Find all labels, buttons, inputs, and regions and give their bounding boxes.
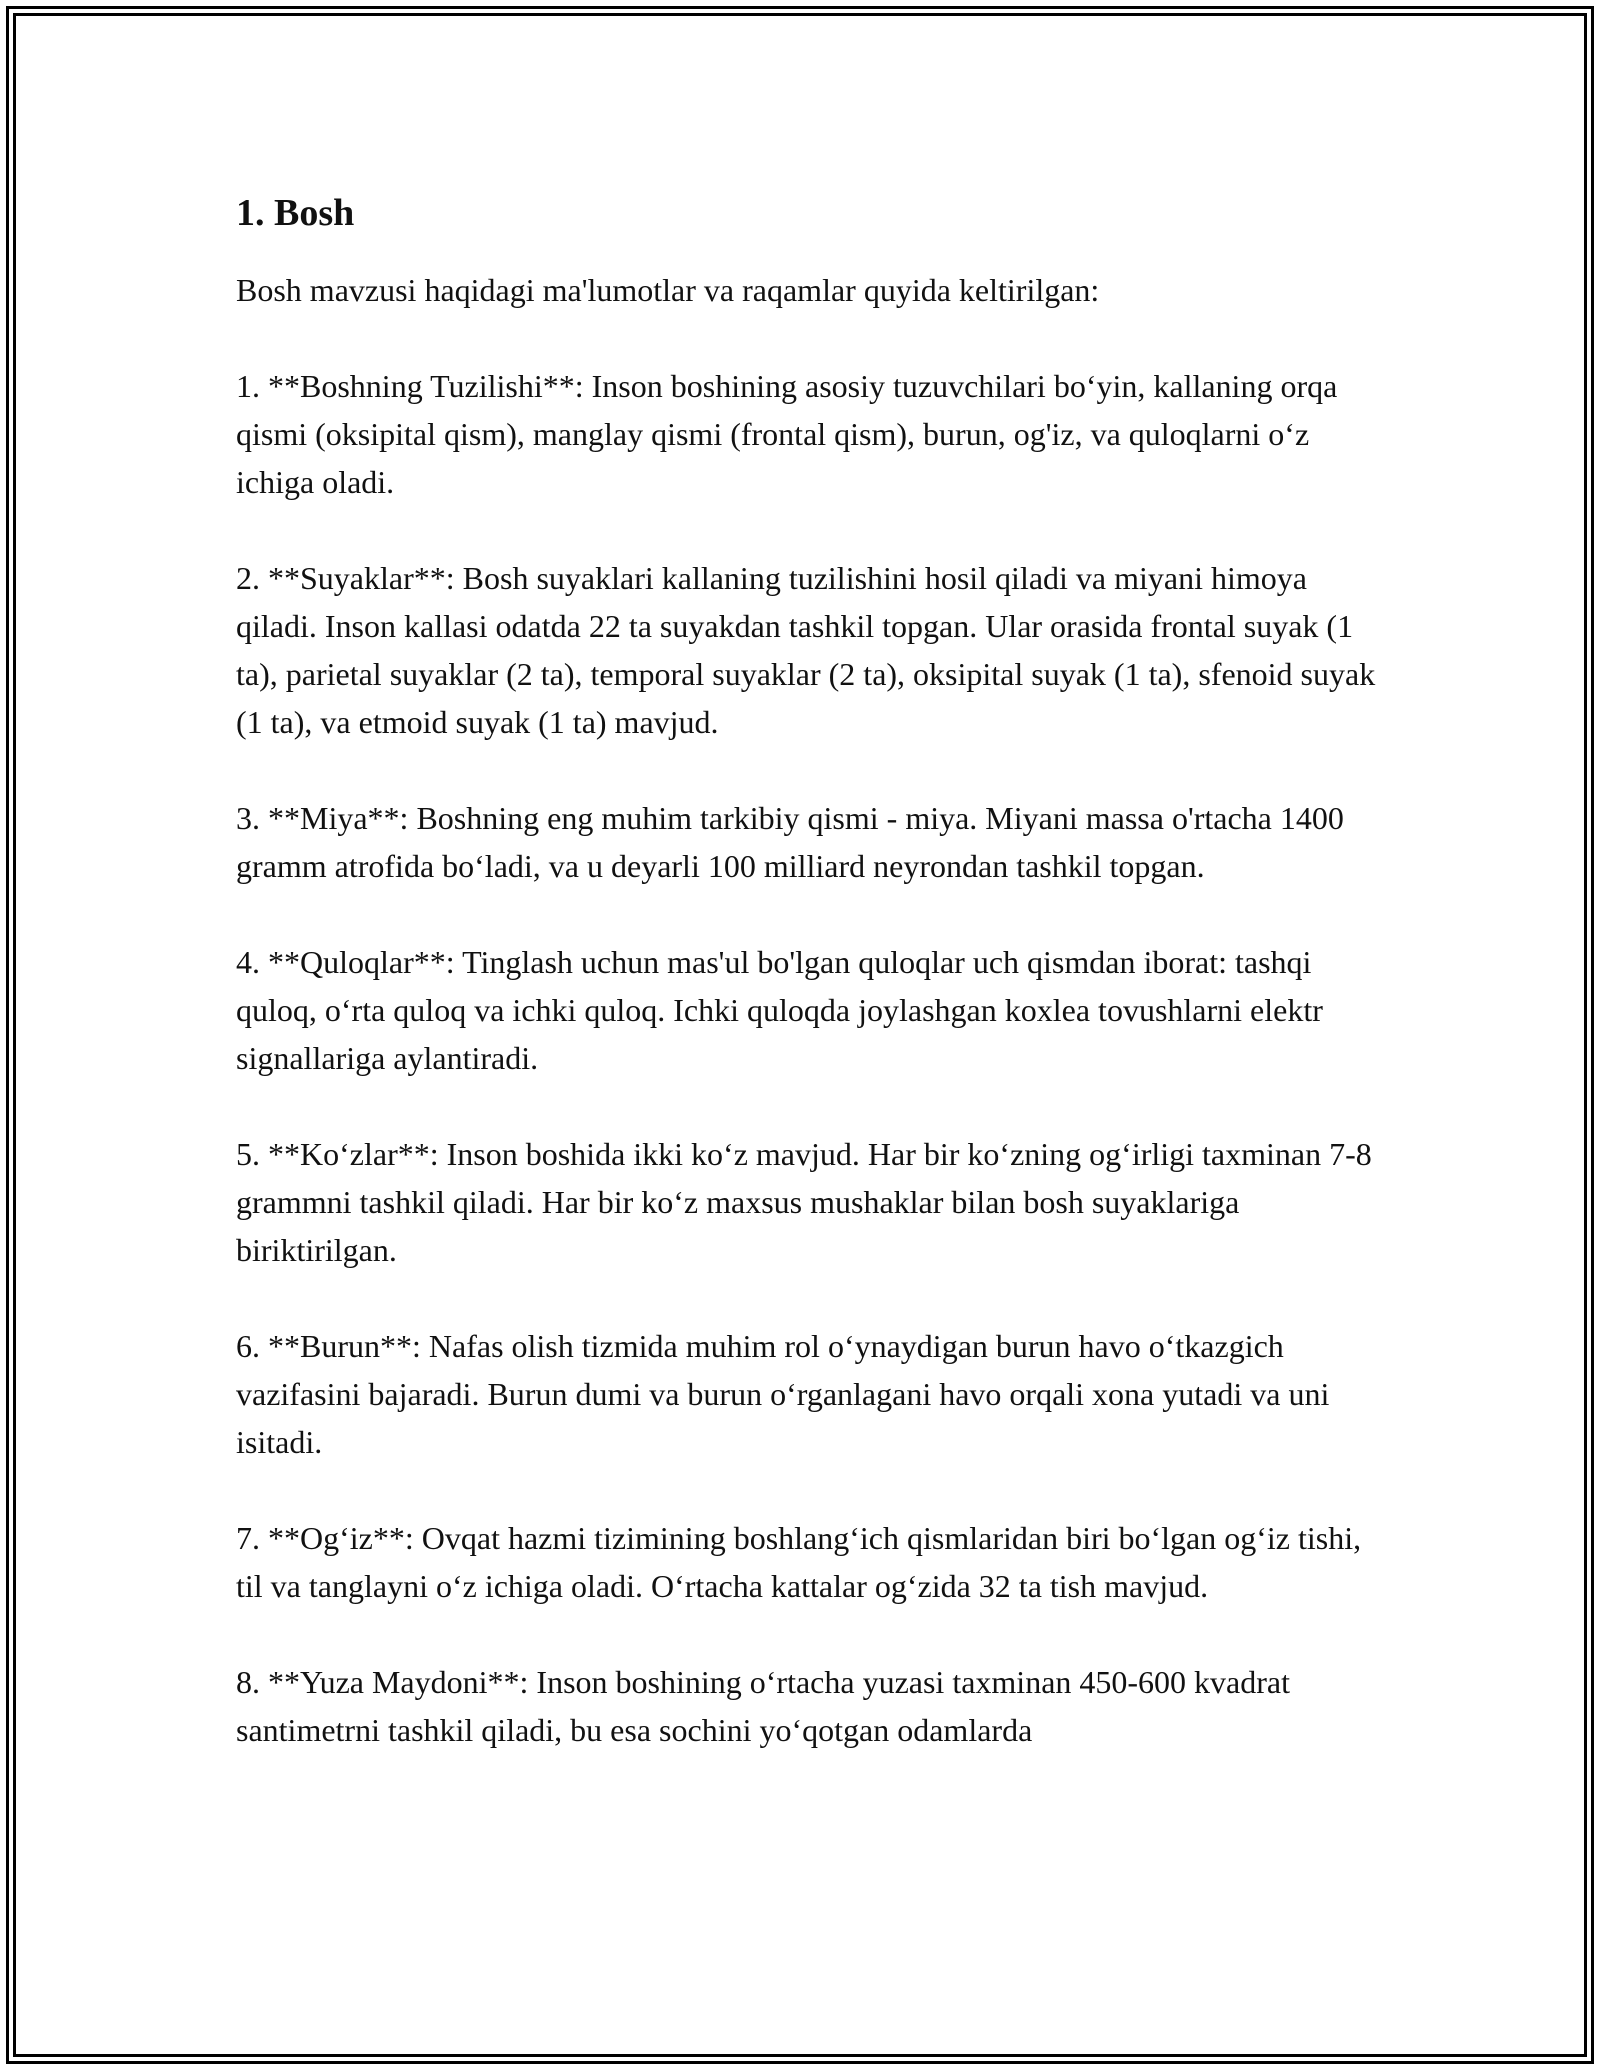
list-item-eyes: 5. **Ko‘zlar**: Inson boshida ikki ko‘z mavjud. Har bir ko‘zning og‘irligi taxminan 7-8 grammni tashkil qiladi. Har bir ko‘z maxsus mushaklar bilan bosh suyaklariga biriktirilgan. [236, 1136, 1372, 1268]
intro-paragraph: Bosh mavzusi haqidagi ma'lumotlar va raqamlar quyida keltirilgan: [236, 272, 1100, 308]
list-item-mouth: 7. **Og‘iz**: Ovqat hazmi tizimining boshlang‘ich qismlaridan biri bo‘lgan og‘iz tishi, til va tanglayni o‘z ichiga oladi. O‘rtacha kattalar og‘zida 32 ta tish mavjud. [236, 1520, 1362, 1604]
document-body [236, 188, 1376, 1802]
list-item-nose: 6. **Burun**: Nafas olish tizmida muhim rol o‘ynaydigan burun havo o‘tkazgich vazifasini bajaradi. Burun dumi va burun o‘rganlagani havo orqali xona yutadi va uni isitadi. [236, 1328, 1330, 1460]
section-title: 1. Bosh [236, 192, 355, 234]
list-item-ears: 4. **Quloqlar**: Tinglash uchun mas'ul bo'lgan quloqlar uch qismdan iborat: tashqi quloq, o‘rta quloq va ichki quloq. Ichki quloqda joylashgan koxlea tovushlarni elektr signallariga aylantiradi. [236, 944, 1323, 1076]
list-item-surface-area: 8. **Yuza Maydoni**: Inson boshining o‘rtacha yuzasi taxminan 450-600 kvadrat santimetrni tashkil qiladi, bu esa sochini yo‘qotgan odamlarda [236, 1664, 1290, 1748]
list-item-bones: 2. **Suyaklar**: Bosh suyaklari kallaning tuzilishini hosil qiladi va miyani himoya qiladi. Inson kallasi odatda 22 ta suyakdan tashkil topgan. Ular orasida frontal suyak (1 ta), parietal suyaklar (2 ta), temporal suyaklar (2 ta), oksipital suyak (1 ta), sfenoid suyak (1 ta), va etmoid suyak (1 ta) mavjud. [236, 560, 1376, 740]
list-item-brain: 3. **Miya**: Boshning eng muhim tarkibiy qismi - miya. Miyani massa o'rtacha 1400 gramm atrofida bo‘ladi, va u deyarli 100 milliard neyrondan tashkil topgan. [236, 800, 1344, 884]
list-item-structure: 1. **Boshning Tuzilishi**: Inson boshining asosiy tuzuvchilari bo‘yin, kallaning orqa qismi (oksipital qism), manglay qismi (frontal qism), burun, og'iz, va quloqlarni o‘z ichiga oladi. [236, 368, 1338, 500]
